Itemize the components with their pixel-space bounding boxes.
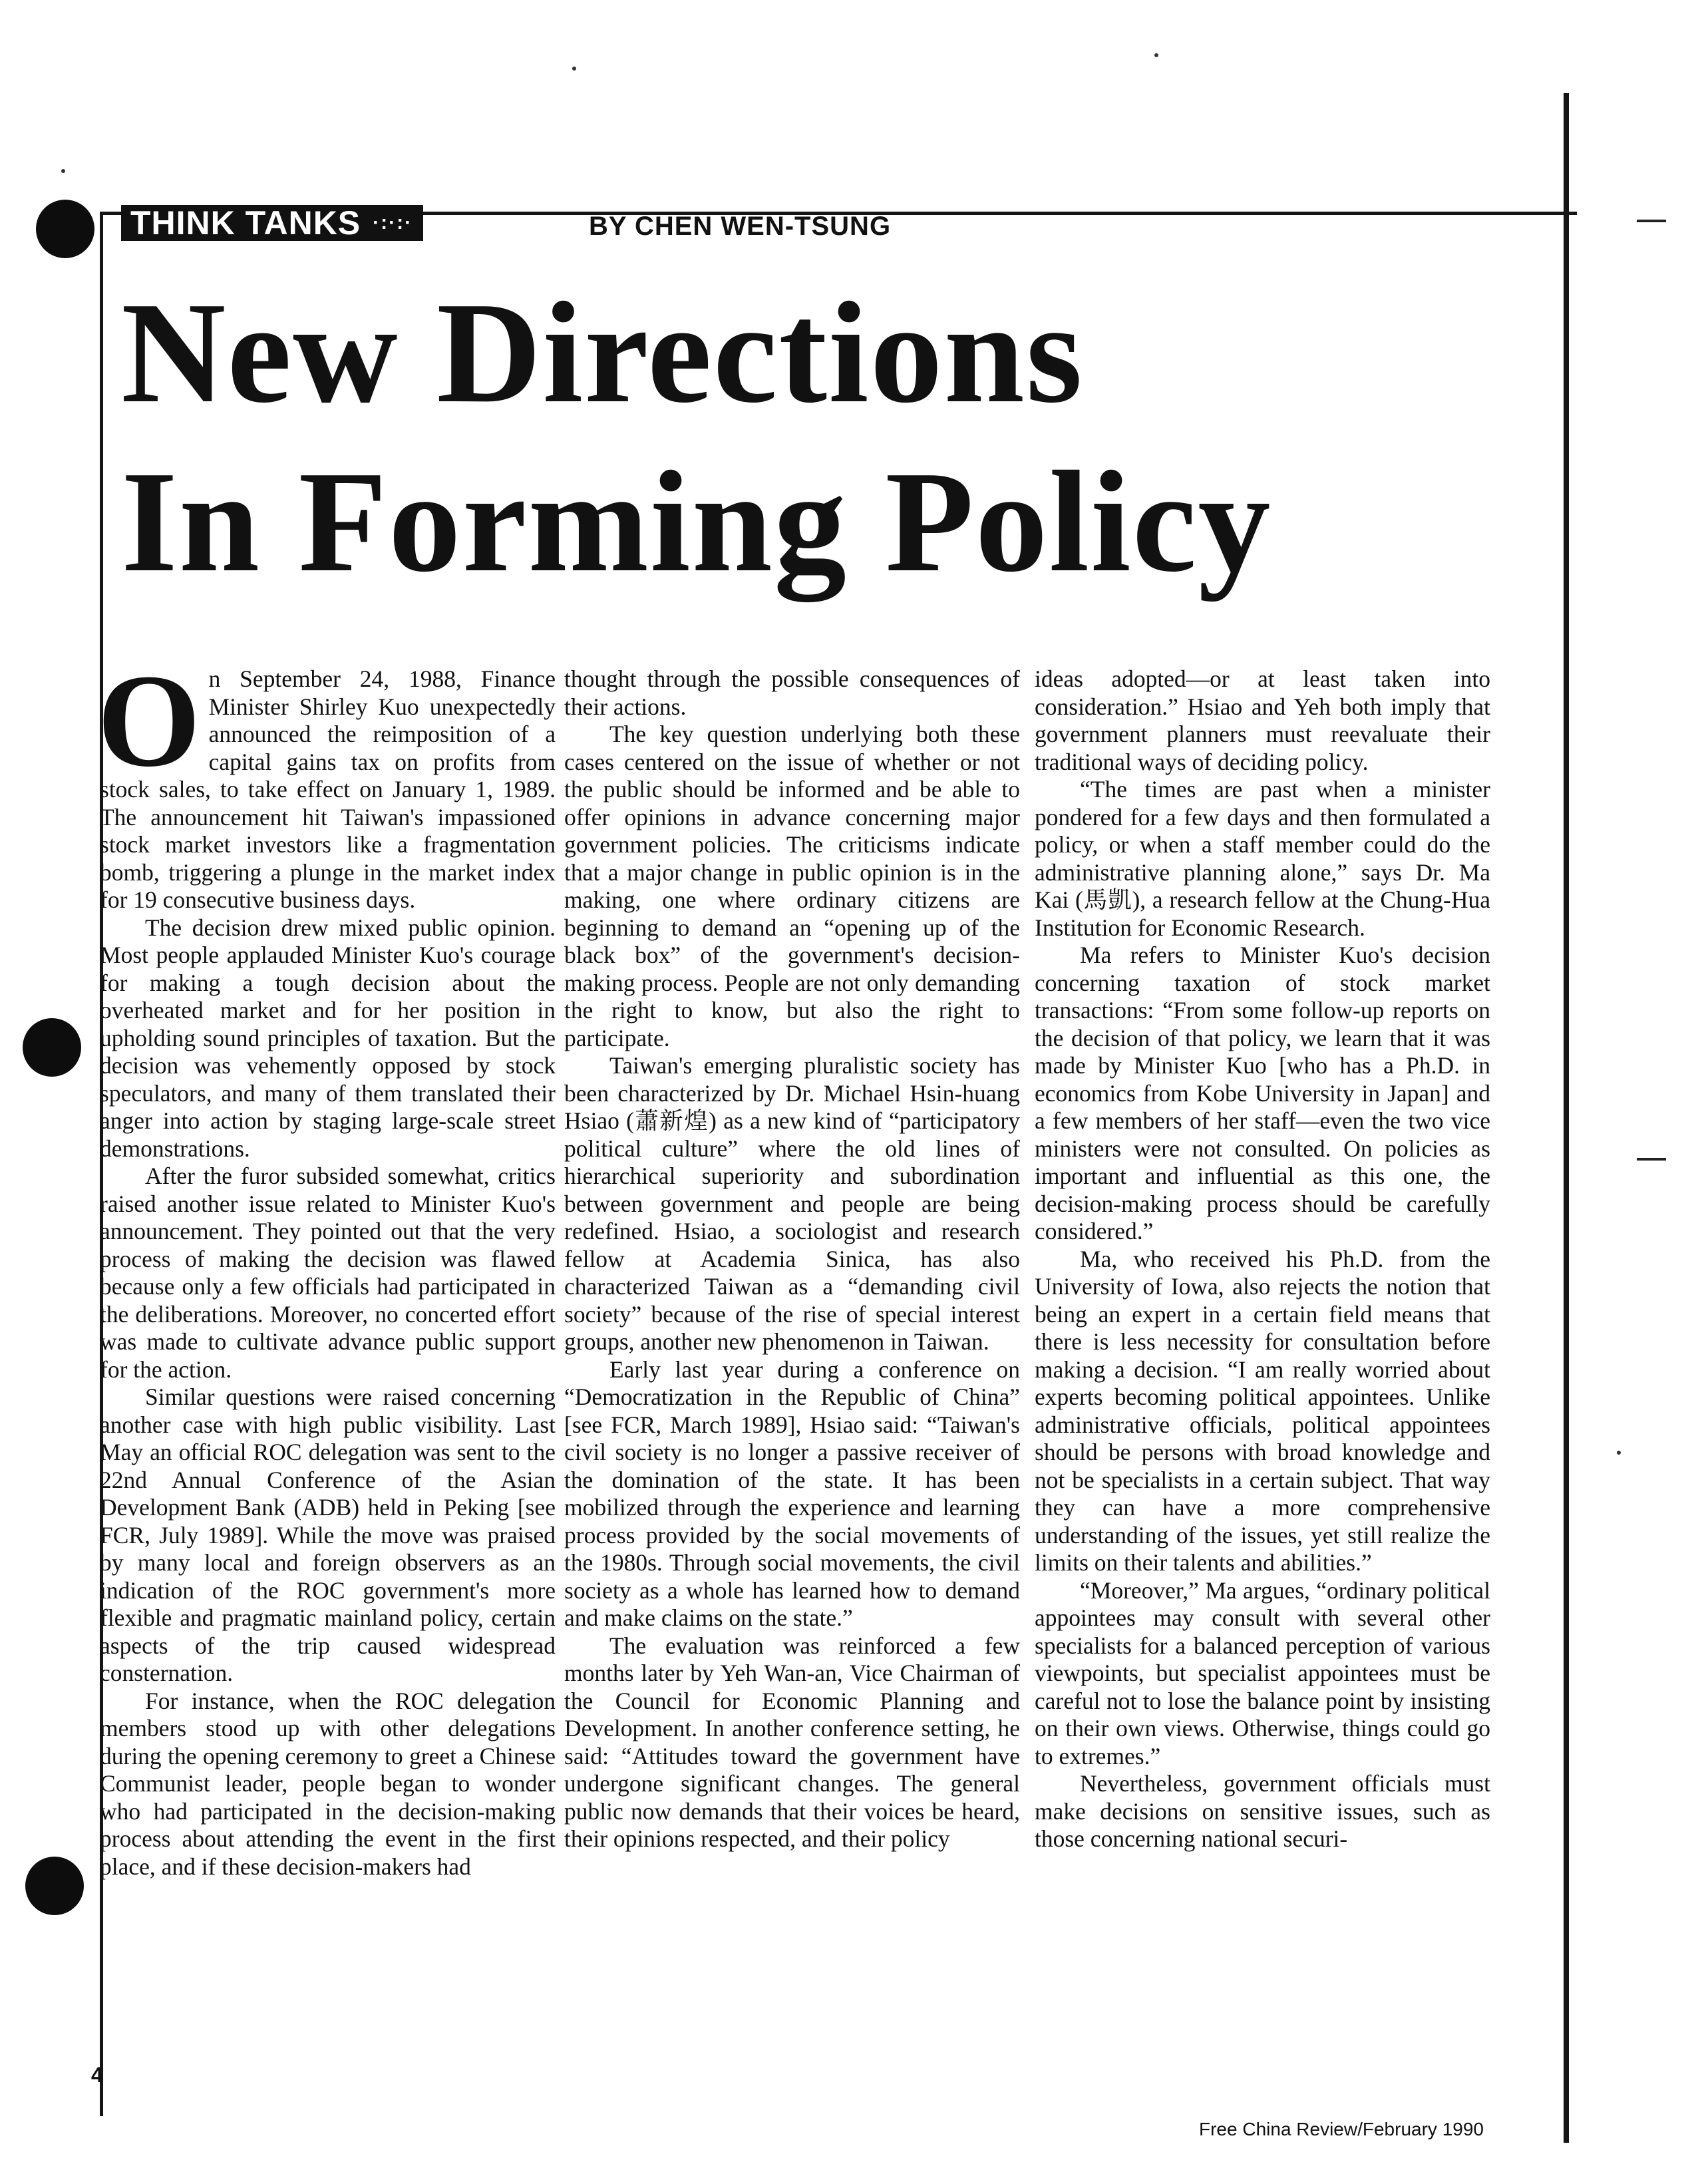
article-paragraph: After the furor subsided somewhat, critics raised another issue related to Minister Kuo's announcement. They pointed out that the very process of making the decision was flawed because only a few officials had participated in the deliberations. Moreover, no concerted effort was made to cultivate advance public support for the action. <box>100 1163 556 1383</box>
section-label-text: THINK TANKS <box>130 204 361 242</box>
article-column-3 <box>1035 665 1490 1853</box>
page-number: 4 <box>91 2063 103 2087</box>
article-column-2 <box>564 665 1020 1853</box>
article-paragraph: Ma refers to Minister Kuo's decision concerning taxation of stock market transactions: “From some follow-up reports on the decision of that policy, we learn that it was made by Minister Kuo [who has a Ph.D. in economics from Kobe University in Japan] and a few members of her staff—even the two vice ministers were not consulted. On policies as important and influential as this one, the decision-making process should be carefully considered.” <box>1035 942 1490 1244</box>
article-paragraph: thought through the possible consequences of their actions. <box>564 665 1020 720</box>
paragraph-text: n September 24, 1988, Finance Minister Shirley Kuo unexpectedly announced the reimposition of a capital gains tax on profits from stock sales, to take effect on January 1, 1989. The announcement hit Taiwan's impassioned stock market investors like a fragmentation bomb, triggering a plunge in the market index for 19 consecutive business days. <box>100 665 556 913</box>
headline-line-1: New Directions <box>121 273 1084 433</box>
article-paragraph <box>97 647 556 914</box>
article-paragraph: The decision drew mixed public opinion. Most people applauded Minister Kuo's courage for making a tough decision about the overheated market and for her position in upholding sound principles of taxation. But the decision was vehemently opposed by stock speculators, and many of them translated their anger into action by staging large-scale street demonstrations. <box>100 914 556 1162</box>
article-paragraph: Similar questions were raised concerning another case with high public visibility. Last May an official ROC delegation was sent to the 22nd Annual Conference of the Asian Development Bank (ADB) held in Peking [see FCR, July 1989]. While the move was praised by many local and foreign observers as an indication of the ROC government's more flexible and pragmatic mainland policy, certain aspects of the trip caused widespread consternation. <box>100 1383 556 1686</box>
punch-hole-bottom <box>25 1857 84 1915</box>
publication-footer: Free China Review/February 1990 <box>1199 2119 1484 2139</box>
headline-line-2: In Forming Policy <box>121 442 1272 602</box>
scan-speck <box>1154 53 1158 57</box>
article-paragraph: The key question underlying both these cases centered on the issue of whether or not the public should be informed and be able to offer opinions in advance concerning major government policies. The criticisms indicate that a major change in public opinion is in the making, one where ordinary citizens are beginning to demand an “opening up of the black box” of the government's decision-making process. People are not only demanding the right to know, but also the right to participate. <box>564 721 1020 1051</box>
article-paragraph: Early last year during a conference on “Democratization in the Republic of China” [see FCR, March 1989], Hsiao said: “Taiwan's civil society is no longer a passive receiver of the domination of the state. It has been mobilized through the experience and learning process provided by the social movements of the 1980s. Through social movements, the civil society as a whole has learned how to demand and make claims on the state.” <box>564 1356 1020 1631</box>
margin-mark <box>1637 1158 1666 1161</box>
section-label <box>121 205 423 241</box>
section-label-ornament: ·:·:· <box>373 212 413 234</box>
scan-speck <box>1617 1451 1621 1455</box>
headline <box>121 269 1518 607</box>
margin-mark <box>1637 220 1666 222</box>
article-paragraph: “Moreover,” Ma argues, “ordinary political appointees may consult with several other specialists for a balanced perception of various viewpoints, but specialist appointees must be careful not to lose the balance point by insisting on their own views. Otherwise, things could go to extremes.” <box>1035 1576 1490 1769</box>
scan-speck <box>572 67 576 71</box>
article-paragraph: Nevertheless, government officials must make decisions on sensitive issues, such as those concerning national securi- <box>1035 1770 1490 1852</box>
punch-hole-top <box>36 200 94 258</box>
article-paragraph: Taiwan's emerging pluralistic society has been characterized by Dr. Michael Hsin-huang Hsiao (蕭新煌) as a new kind of “participatory political culture” where the old lines of hierarchical superiority and subordination between government and people are being redefined. Hsiao, a sociologist and research fellow at Academia Sinica, has also characterized Taiwan as a “demanding civil society” because of the rise of special interest groups, another new phenomenon in Taiwan. <box>564 1052 1020 1355</box>
byline: BY CHEN WEN-TSUNG <box>589 212 892 241</box>
article-paragraph: The evaluation was reinforced a few months later by Yeh Wan-an, Vice Chairman of the Council for Economic Planning and Development. In another conference setting, he said: “Attitudes toward the government have undergone significant changes. The general public now demands that their voices be heard, their opinions respected, and their policy <box>564 1632 1020 1852</box>
article-paragraph: Ma, who received his Ph.D. from the University of Iowa, also rejects the notion that being an expert in a certain field means that there is less necessity for consultation before making a decision. “I am really worried about experts becoming political appointees. Unlike administrative officials, political appointees should be persons with broad knowledge and not be specialists in a certain subject. That way they can have a more comprehensive understanding of the issues, yet still realize the limits on their talents and abilities.” <box>1035 1245 1490 1576</box>
punch-hole-middle <box>23 1018 81 1077</box>
drop-cap: O <box>97 647 201 795</box>
article-paragraph: For instance, when the ROC delegation members stood up with other delegations during the opening ceremony to greet a Chinese Communist leader, people began to wonder who had participated in the decision-making process about attending the event in the first place, and if these decision-makers had <box>100 1687 556 1880</box>
article-paragraph: ideas adopted—or at least taken into consideration.” Hsiao and Yeh both imply that government planners must reevaluate their traditional ways of deciding policy. <box>1035 665 1490 775</box>
right-rule <box>1564 93 1569 2143</box>
scan-speck <box>61 169 65 173</box>
article-paragraph: “The times are past when a minister pondered for a few days and then formulated a policy, or when a staff member could do the administrative planning alone,” says Dr. Ma Kai (馬凱), a research fellow at the Chung-Hua Institution for Economic Research. <box>1035 776 1490 941</box>
article-column-1 <box>97 647 556 1881</box>
